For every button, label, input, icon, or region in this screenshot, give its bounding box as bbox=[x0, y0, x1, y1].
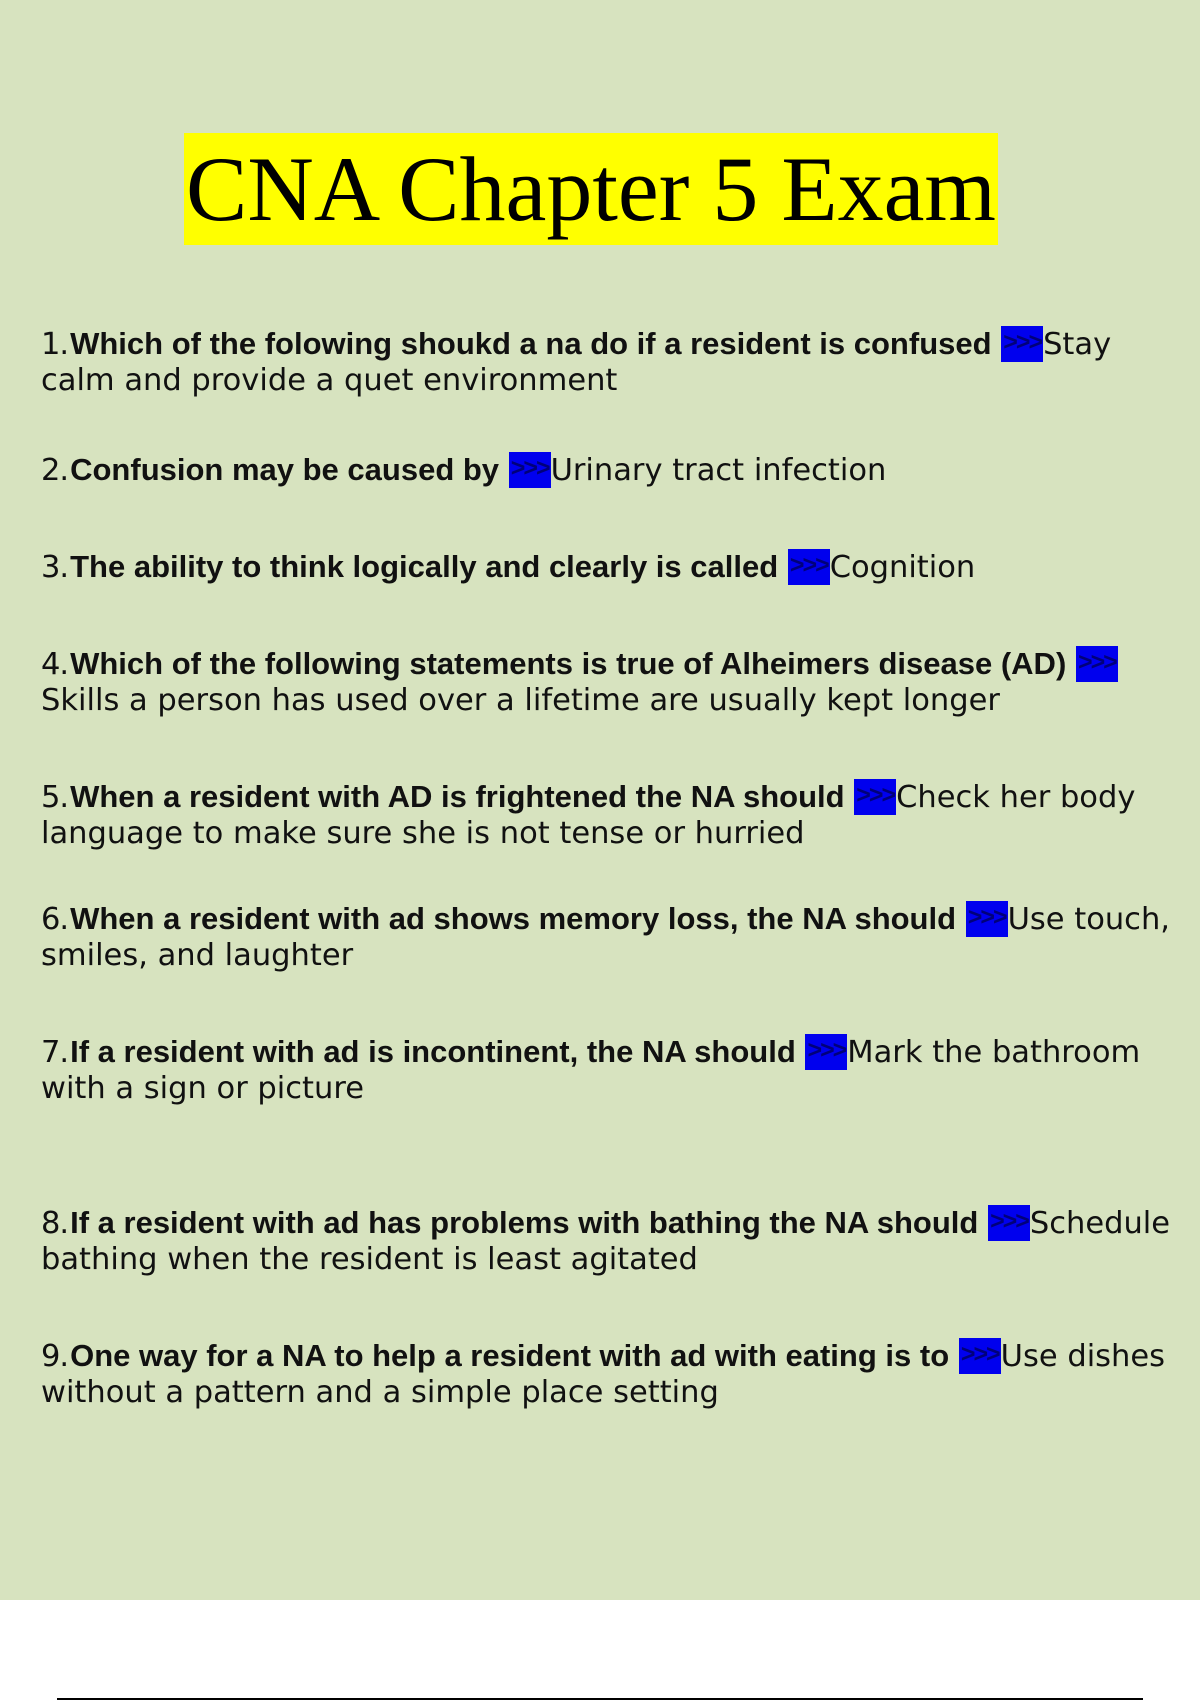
answer-marker: >>> bbox=[509, 452, 551, 488]
question-number: 2. bbox=[41, 453, 69, 488]
answer-text: Stay calm and provide a quet environment bbox=[41, 327, 1112, 398]
question-number: 8. bbox=[41, 1206, 69, 1241]
question-text: Confusion may be caused by bbox=[70, 452, 500, 487]
qa-item-1 bbox=[41, 326, 1171, 399]
qa-item-2 bbox=[41, 452, 1171, 489]
question-text: When a resident with ad shows memory loss, the NA should bbox=[70, 901, 957, 936]
question-number: 7. bbox=[41, 1035, 69, 1070]
question-text: When a resident with AD is frightened the NA should bbox=[70, 779, 845, 814]
answer-text: Use dishes without a pattern and a simple place setting bbox=[41, 1339, 1166, 1410]
answer-text: Urinary tract infection bbox=[550, 453, 887, 488]
qa-item-3 bbox=[41, 549, 1171, 586]
qa-item-9 bbox=[41, 1338, 1171, 1411]
answer-text: Skills a person has used over a lifetime are usually kept longer bbox=[41, 683, 1000, 718]
answer-text: Use touch, smiles, and laughter bbox=[41, 902, 1170, 973]
qa-item-5 bbox=[41, 779, 1171, 852]
answer-marker: >>> bbox=[805, 1034, 847, 1070]
question-text: Which of the following statements is true of Alheimers disease (AD) bbox=[70, 646, 1067, 681]
answer-marker: >>> bbox=[966, 901, 1008, 937]
answer-text: Cognition bbox=[829, 550, 976, 585]
question-text: The ability to think logically and clearly is called bbox=[70, 549, 779, 584]
answer-marker: >>> bbox=[1001, 326, 1043, 362]
qa-item-8 bbox=[41, 1205, 1171, 1278]
qa-item-7 bbox=[41, 1034, 1171, 1107]
question-number: 4. bbox=[41, 647, 69, 682]
qa-item-6 bbox=[41, 901, 1171, 974]
answer-marker: >>> bbox=[788, 549, 830, 585]
answer-text: Schedule bathing when the resident is least agitated bbox=[41, 1206, 1171, 1277]
question-text: Which of the folowing shoukd a na do if a resident is confused bbox=[70, 326, 992, 361]
question-text: If a resident with ad is incontinent, the NA should bbox=[70, 1034, 796, 1069]
question-number: 6. bbox=[41, 902, 69, 937]
answer-marker: >>> bbox=[1076, 646, 1118, 682]
question-text: If a resident with ad has problems with bathing the NA should bbox=[70, 1205, 979, 1240]
page-title: CNA Chapter 5 Exam bbox=[184, 133, 998, 245]
question-number: 9. bbox=[41, 1339, 69, 1374]
question-text: One way for a NA to help a resident with ad with eating is to bbox=[70, 1338, 950, 1373]
answer-marker: >>> bbox=[854, 779, 896, 815]
answer-text: Mark the bathroom with a sign or picture bbox=[41, 1035, 1141, 1106]
qa-item-4 bbox=[41, 646, 1171, 719]
answer-marker: >>> bbox=[959, 1338, 1001, 1374]
answer-text: Check her body language to make sure she is not tense or hurried bbox=[41, 780, 1136, 851]
question-number: 5. bbox=[41, 780, 69, 815]
question-number: 3. bbox=[41, 550, 69, 585]
title-container bbox=[0, 133, 1200, 245]
question-number: 1. bbox=[41, 327, 69, 362]
answer-marker: >>> bbox=[988, 1205, 1030, 1241]
